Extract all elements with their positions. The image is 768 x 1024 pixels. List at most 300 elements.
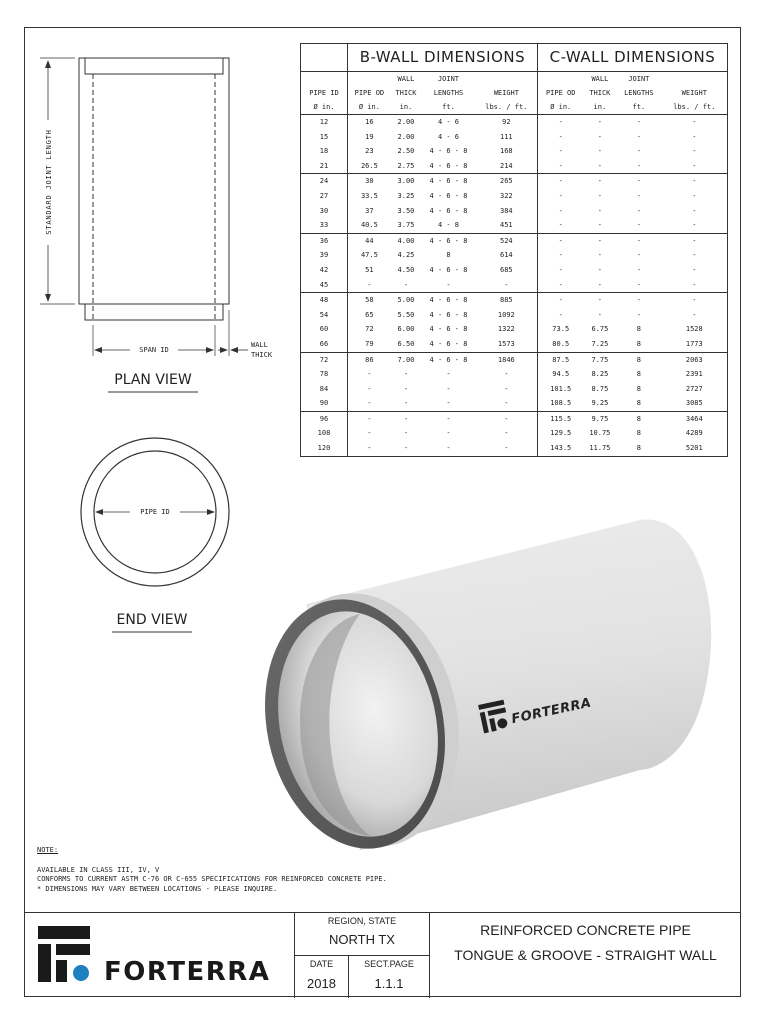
- span-id-label: SPAN ID: [139, 346, 169, 354]
- table-cell: 30: [365, 177, 374, 186]
- pipe-illustration: [243, 519, 711, 865]
- table-cell: -: [616, 278, 662, 293]
- table-cell: 2.75: [391, 159, 421, 174]
- sect-cell: [349, 956, 429, 998]
- table-cell: -: [421, 278, 476, 293]
- table-cell: -: [584, 159, 616, 174]
- table-cell: -: [537, 278, 583, 293]
- table-cell: -: [476, 367, 538, 382]
- table-cell: -: [597, 191, 602, 200]
- note-line-1: AVAILABLE IN CLASS III, IV, V: [37, 865, 160, 874]
- table-cell: 79: [348, 337, 391, 352]
- table-cell: -: [446, 444, 451, 453]
- table-cell: PIPE OD: [354, 89, 385, 97]
- table-cell: 8.25: [591, 370, 609, 379]
- table-cell: 8: [636, 355, 641, 364]
- table-row: [301, 174, 728, 189]
- table-cell: 72: [301, 352, 348, 367]
- table-row: [301, 159, 728, 174]
- table-cell: 12: [301, 115, 348, 130]
- table-cell: 51: [365, 265, 374, 274]
- table-cell: in.: [391, 100, 421, 115]
- table-cell: 92: [476, 115, 538, 130]
- table-cell: WALL: [591, 75, 609, 83]
- table-cell: -: [403, 429, 409, 438]
- table-cell: 27: [301, 189, 348, 204]
- sect-value: 1.1.1: [374, 976, 404, 991]
- table-cell: 111: [476, 130, 538, 145]
- plan-outline: [79, 58, 229, 304]
- table-cell: -: [446, 429, 451, 438]
- table-row: [301, 322, 728, 337]
- table-cell: -: [597, 132, 602, 141]
- table-cell: -: [636, 118, 641, 126]
- table-cell: -: [597, 265, 602, 274]
- table-cell: Ø in.: [537, 100, 583, 115]
- table-cell: -: [558, 177, 563, 186]
- table-cell: 10.75: [589, 429, 611, 438]
- table-cell: -: [403, 414, 409, 423]
- table-cell: -: [403, 370, 409, 379]
- table-cell: 3.50: [397, 206, 415, 215]
- table-cell: -: [692, 265, 697, 274]
- table-cell: 19: [365, 132, 374, 141]
- table-cell: 54: [301, 308, 348, 323]
- table-cell: 4.00: [397, 236, 415, 245]
- date-value: 2018: [307, 976, 336, 991]
- table-cell: [348, 72, 391, 87]
- table-cell: 214: [476, 159, 538, 174]
- region-value: NORTH TX: [329, 932, 395, 947]
- table-cell: 23: [365, 147, 374, 156]
- table-row: [301, 204, 728, 219]
- table-cell: 4 - 6 - 8: [421, 159, 476, 174]
- table-cell: -: [616, 218, 662, 233]
- table-cell: -: [476, 382, 538, 397]
- table-cell: 108.5: [537, 396, 583, 411]
- table-cell: 4 - 6 - 8: [429, 191, 468, 200]
- table-row: [301, 293, 728, 308]
- table-cell: 8: [616, 396, 662, 411]
- table-cell: 4 - 6 - 8: [429, 355, 468, 364]
- table-cell: Ø in.: [348, 100, 391, 115]
- table-cell: 87.5: [552, 355, 570, 364]
- table-cell: 4 - 6 - 8: [429, 177, 468, 186]
- end-view-drawing: [81, 438, 229, 632]
- table-cell: 8.75: [591, 384, 609, 393]
- table-cell: 3464: [685, 414, 703, 423]
- table-cell: 4 - 6 - 8: [429, 325, 468, 334]
- table-cell: 21: [301, 159, 348, 174]
- table-cell: -: [391, 278, 421, 293]
- table-cell: -: [662, 159, 728, 174]
- table-cell: in.: [584, 100, 616, 115]
- table-header-row: [301, 86, 728, 100]
- table-cell: 6.75: [591, 325, 609, 334]
- table-cell: 6.00: [397, 325, 415, 334]
- table-cell: -: [558, 206, 563, 215]
- table-cell: Ø in.: [301, 100, 348, 115]
- wall-thick-label: [251, 340, 272, 360]
- table-title-row: [301, 44, 728, 72]
- table-cell: 94.5: [552, 370, 570, 379]
- table-cell: JOINT: [437, 75, 460, 83]
- table-cell: 48: [301, 293, 348, 308]
- table-cell: 5.50: [397, 310, 415, 319]
- table-cell: 2.00: [397, 132, 415, 141]
- region-cell: [294, 913, 429, 956]
- table-cell: LENGTHS: [624, 89, 654, 97]
- table-cell: -: [558, 147, 563, 156]
- table-cell: -: [692, 118, 697, 126]
- table-cell: 4 - 6: [437, 118, 460, 126]
- table-cell: 36: [301, 233, 348, 248]
- table-cell: -: [446, 414, 451, 423]
- table-cell: [476, 72, 538, 87]
- table-cell: -: [558, 251, 563, 260]
- table-cell: 9.75: [591, 414, 609, 423]
- table-cell: 4 - 6 - 8: [429, 310, 468, 319]
- table-cell: -: [476, 396, 538, 411]
- table-cell: 4.25: [397, 251, 415, 260]
- table-cell: ft.: [421, 100, 476, 115]
- table-cell: 1846: [476, 352, 538, 367]
- table-cell: 60: [301, 322, 348, 337]
- table-cell: -: [616, 159, 662, 174]
- table-cell: 84: [301, 382, 348, 397]
- table-cell: 15: [301, 130, 348, 145]
- table-cell: 65: [365, 310, 374, 319]
- table-row: [301, 352, 728, 367]
- table-cell: 5201: [685, 444, 703, 453]
- table-cell: -: [367, 384, 372, 393]
- table-cell: -: [597, 177, 602, 186]
- table-cell: 108: [301, 426, 348, 441]
- table-cell: [537, 72, 583, 87]
- table-cell: 4 - 6 - 8: [429, 206, 468, 215]
- table-cell: lbs. / ft.: [476, 100, 538, 115]
- table-cell: 66: [301, 337, 348, 352]
- table-cell: 40.5: [348, 218, 391, 233]
- table-row: [301, 426, 728, 441]
- forterra-logo-icon: [478, 699, 512, 734]
- table-cell: -: [537, 159, 583, 174]
- table-cell: THICK: [589, 89, 611, 97]
- table-header-row: [301, 72, 728, 87]
- table-row: [301, 278, 728, 293]
- table-row: [301, 396, 728, 411]
- table-row: [301, 115, 728, 130]
- table-cell: -: [537, 218, 583, 233]
- table-row: [301, 189, 728, 204]
- table-cell: -: [558, 265, 563, 274]
- table-cell: WEIGHT: [476, 86, 538, 100]
- table-cell: -: [662, 278, 728, 293]
- table-cell: ft.: [616, 100, 662, 115]
- table-cell: -: [367, 429, 372, 438]
- end-view-title: END VIEW: [116, 612, 188, 628]
- table-cell: 4 - 6 - 8: [429, 236, 468, 245]
- table-cell: -: [692, 296, 697, 305]
- table-cell: 86: [365, 355, 374, 364]
- table-cell: 2391: [685, 370, 703, 379]
- table-cell: 885: [476, 293, 538, 308]
- table-cell: -: [597, 296, 602, 305]
- table-cell: -: [692, 147, 697, 156]
- table-cell: -: [597, 118, 602, 126]
- wall-thick-line1: WALL: [251, 341, 268, 349]
- table-cell: 8: [636, 384, 641, 393]
- table-cell: -: [558, 296, 563, 305]
- table-cell: 45: [301, 278, 348, 293]
- table-cell: -: [692, 132, 697, 141]
- table-cell: 73.5: [552, 325, 570, 334]
- table-cell: 96: [301, 411, 348, 426]
- date-label: DATE: [309, 959, 334, 969]
- table-row: [301, 248, 728, 263]
- table-cell: 6.50: [391, 337, 421, 352]
- standard-joint-length-label: STANDARD JOINT LENGTH: [45, 129, 53, 235]
- table-cell: -: [476, 441, 538, 456]
- table-cell: 7.75: [591, 355, 609, 364]
- table-cell: 4289: [685, 429, 703, 438]
- table-cell: -: [597, 310, 602, 319]
- table-cell: -: [348, 278, 391, 293]
- table-cell: -: [584, 278, 616, 293]
- table-row: [301, 130, 728, 145]
- table-cell: 8: [636, 444, 641, 453]
- table-cell: 451: [476, 218, 538, 233]
- c-wall-title: C-WALL DIMENSIONS: [549, 48, 716, 66]
- table-cell: -: [692, 236, 697, 245]
- table-cell: 4 - 6 - 8: [429, 296, 468, 305]
- table-cell: -: [692, 177, 697, 186]
- table-cell: 90: [301, 396, 348, 411]
- table-cell: -: [636, 206, 641, 215]
- table-row: [301, 367, 728, 382]
- title-block-brand: FORTERRA: [104, 957, 271, 987]
- table-cell: -: [636, 236, 641, 245]
- table-cell: 1528: [685, 325, 703, 334]
- table-cell: -: [403, 384, 409, 393]
- table-header-row: [301, 100, 728, 115]
- pipe-id-label: PIPE ID: [140, 508, 170, 516]
- table-cell: 2.50: [397, 147, 415, 156]
- table-cell: 8: [636, 414, 641, 423]
- table-cell: -: [476, 426, 538, 441]
- table-row: [301, 144, 728, 159]
- table-cell: 4.50: [397, 265, 415, 274]
- table-row: [301, 382, 728, 397]
- table-cell: 115.5: [550, 414, 572, 423]
- drawing-title-line1: REINFORCED CONCRETE PIPE: [480, 922, 691, 938]
- table-row: [301, 308, 728, 323]
- dimensions-table: [300, 43, 728, 457]
- table-cell: 7.00: [397, 355, 415, 364]
- table-cell: 3085: [662, 396, 728, 411]
- table-cell: 5.00: [397, 296, 415, 305]
- table-cell: 2063: [685, 355, 703, 364]
- table-cell: 8: [616, 337, 662, 352]
- table-row: [301, 411, 728, 426]
- table-cell: -: [636, 132, 641, 141]
- table-cell: -: [662, 218, 728, 233]
- table-cell: -: [558, 191, 563, 200]
- table-cell: 80.5: [537, 337, 583, 352]
- table-cell: 33: [301, 218, 348, 233]
- table-cell: 44: [365, 236, 374, 245]
- table-row: [301, 337, 728, 352]
- table-cell: 4 - 6 - 8: [429, 265, 468, 274]
- table-cell: 30: [301, 204, 348, 219]
- table-cell: 614: [476, 248, 538, 263]
- notes-title: NOTE:: [37, 846, 59, 854]
- table-cell: -: [348, 396, 391, 411]
- table-cell: 78: [301, 367, 348, 382]
- table-cell: 8: [636, 429, 641, 438]
- table-cell: 120: [301, 441, 348, 456]
- table-cell: 524: [476, 233, 538, 248]
- table-cell: -: [476, 278, 538, 293]
- table-cell: 72: [365, 325, 374, 334]
- table-cell: 101.5: [550, 384, 572, 393]
- table-cell: 8: [636, 370, 641, 379]
- table-cell: THICK: [395, 89, 417, 97]
- table-cell: 143.5: [550, 444, 572, 453]
- table-cell: -: [692, 191, 697, 200]
- table-cell: LENGTHS: [433, 89, 464, 97]
- table-cell: 265: [476, 174, 538, 189]
- table-cell: -: [636, 310, 641, 319]
- table-cell: -: [597, 147, 602, 156]
- region-label: REGION, STATE: [327, 916, 397, 926]
- plan-spigot: [85, 304, 223, 320]
- table-cell: -: [367, 444, 372, 453]
- table-cell: 16: [365, 118, 374, 126]
- table-cell: 2727: [685, 384, 703, 393]
- plan-view-drawing: [40, 58, 248, 392]
- table-cell: 9.25: [584, 396, 616, 411]
- table-cell: 24: [301, 174, 348, 189]
- pipe-brand-text: FORTERRA: [510, 695, 593, 728]
- table-cell: 8: [636, 325, 641, 334]
- drawing-title-line2: TONGUE & GROOVE - STRAIGHT WALL: [454, 947, 717, 963]
- table-cell: 129.5: [550, 429, 572, 438]
- table-cell: -: [391, 396, 421, 411]
- table-cell: 4 - 6: [437, 132, 460, 141]
- table-cell: -: [421, 396, 476, 411]
- table-cell: 47.5: [360, 251, 378, 260]
- notes-block: [37, 846, 387, 894]
- plan-view-title: PLAN VIEW: [114, 372, 192, 388]
- table-cell: -: [403, 444, 409, 453]
- table-cell: 4 - 8: [421, 218, 476, 233]
- table-row: [301, 441, 728, 456]
- table-cell: -: [446, 370, 451, 379]
- table-cell: 26.5: [348, 159, 391, 174]
- table-cell: 1322: [476, 322, 538, 337]
- date-cell: [294, 956, 349, 998]
- logo-blue-dot: [73, 965, 89, 981]
- table-cell: -: [584, 218, 616, 233]
- table-row: [301, 233, 728, 248]
- table-cell: -: [446, 384, 451, 393]
- table-cell: -: [597, 251, 602, 260]
- table-cell: -: [692, 310, 697, 319]
- table-cell: 1573: [476, 337, 538, 352]
- plan-bell: [85, 58, 223, 74]
- table-cell: PIPE ID: [301, 86, 348, 100]
- table-cell: [662, 72, 728, 87]
- table-cell: 1092: [476, 308, 538, 323]
- table-cell: JOINT: [628, 75, 650, 83]
- table-cell: 3.00: [397, 177, 415, 186]
- table-cell: -: [476, 411, 538, 426]
- table-cell: 322: [476, 189, 538, 204]
- table-cell: 11.75: [589, 444, 611, 453]
- table-cell: -: [636, 177, 641, 186]
- table-cell: -: [558, 132, 563, 141]
- note-line-3: * DIMENSIONS MAY VARY BETWEEN LOCATIONS - PLEASE INQUIRE.: [37, 884, 278, 893]
- table-cell: 1773: [662, 337, 728, 352]
- table-cell: 33.5: [360, 191, 378, 200]
- forterra-logo-mark: [38, 926, 96, 984]
- table-cell: -: [636, 191, 641, 200]
- table-cell: 3.75: [391, 218, 421, 233]
- table-cell: [301, 72, 348, 87]
- table-cell: -: [597, 206, 602, 215]
- table-cell: -: [367, 370, 372, 379]
- table-cell: 37: [365, 206, 374, 215]
- table-cell: -: [636, 265, 641, 274]
- table-cell: -: [636, 147, 641, 156]
- table-cell: 18: [301, 144, 348, 159]
- table-cell: 3.25: [397, 191, 415, 200]
- sect-label: SECT.PAGE: [364, 959, 414, 969]
- table-cell: 384: [476, 204, 538, 219]
- table-cell: 39: [301, 248, 348, 263]
- note-line-2: CONFORMS TO CURRENT ASTM C-76 OR C-655 SPECIFICATIONS FOR REINFORCED CONCRETE PIPE.: [37, 875, 387, 883]
- table-cell: -: [692, 251, 697, 260]
- table-cell: -: [558, 236, 563, 245]
- b-wall-title: B-WALL DIMENSIONS: [348, 44, 538, 72]
- table-cell: -: [367, 414, 372, 423]
- table-row: [301, 263, 728, 278]
- table-cell: -: [558, 310, 563, 319]
- table-cell: PIPE OD: [545, 89, 576, 97]
- table-cell: -: [558, 118, 563, 126]
- table-cell: 168: [476, 144, 538, 159]
- table-cell: 58: [365, 296, 374, 305]
- table-cell: -: [636, 296, 641, 305]
- table-cell: -: [597, 236, 602, 245]
- table-cell: 685: [476, 263, 538, 278]
- wall-thick-line2: THICK: [251, 351, 273, 359]
- table-cell: 4 - 6 - 8: [429, 147, 468, 156]
- table-cell: -: [636, 251, 641, 260]
- table-cell: WALL: [397, 75, 415, 83]
- table-cell: lbs. / ft.: [662, 100, 728, 115]
- table-cell: 42: [301, 263, 348, 278]
- table-row: [301, 218, 728, 233]
- table-cell: 2.00: [397, 118, 415, 126]
- table-cell: 7.25: [584, 337, 616, 352]
- drawing-title-cell: [429, 913, 741, 998]
- table-cell: 8: [446, 251, 451, 260]
- table-cell: 4 - 6 - 8: [421, 337, 476, 352]
- table-cell: -: [692, 206, 697, 215]
- table-cell: WEIGHT: [681, 89, 707, 97]
